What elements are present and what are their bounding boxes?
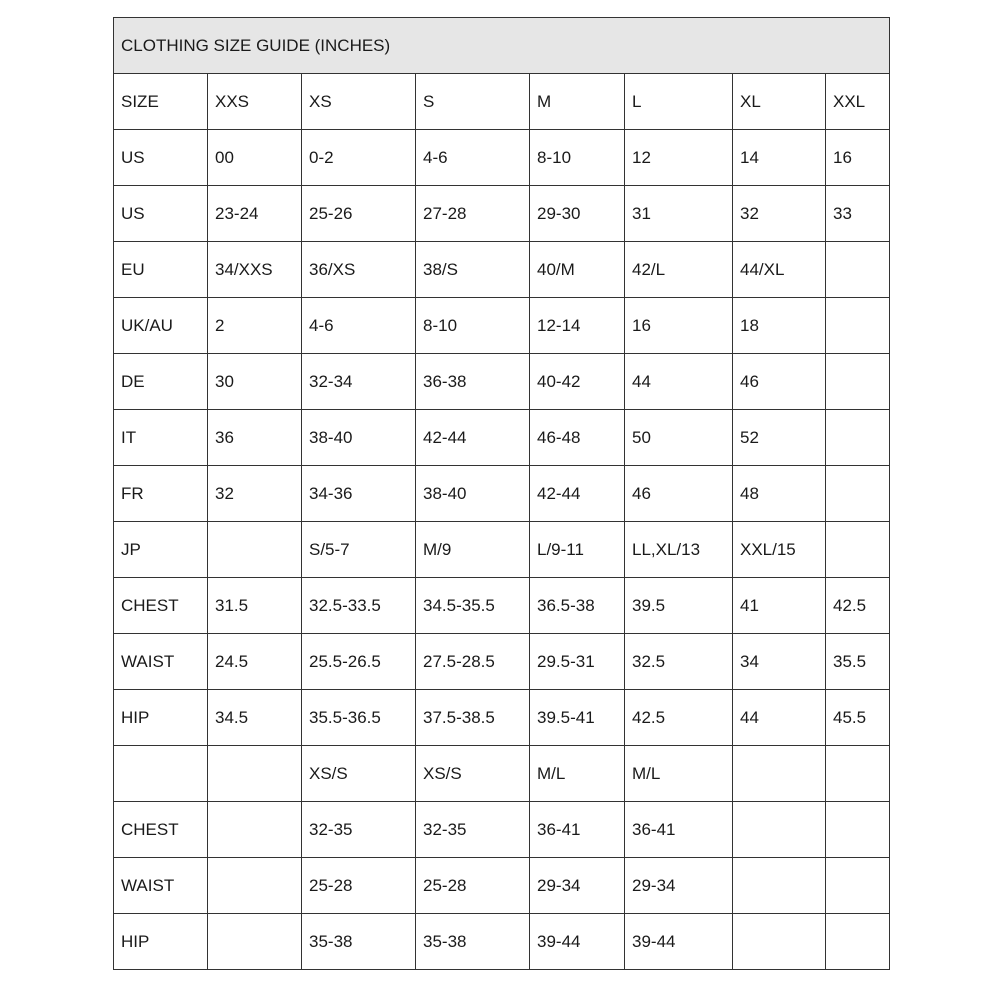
table-cell: 25-28 (302, 858, 416, 914)
table-cell: 25-26 (302, 186, 416, 242)
table-cell (826, 746, 890, 802)
table-cell: 25.5-26.5 (302, 634, 416, 690)
table-cell (208, 522, 302, 578)
table-cell: 32 (733, 186, 826, 242)
table-cell: 12-14 (530, 298, 625, 354)
row-label-cell: CHEST (114, 578, 208, 634)
table-cell: XS (302, 74, 416, 130)
table-cell (826, 466, 890, 522)
table-cell: 31 (625, 186, 733, 242)
table-cell: LL,XL/13 (625, 522, 733, 578)
table-cell: 00 (208, 130, 302, 186)
table-row (114, 690, 890, 746)
table-cell: 16 (826, 130, 890, 186)
row-label-cell: JP (114, 522, 208, 578)
table-cell (826, 298, 890, 354)
table-cell: 44/XL (733, 242, 826, 298)
table-cell: 29-34 (530, 858, 625, 914)
table-cell: 29-30 (530, 186, 625, 242)
table-row (114, 410, 890, 466)
table-row (114, 522, 890, 578)
row-label-cell (114, 746, 208, 802)
table-cell: 46-48 (530, 410, 625, 466)
table-cell (826, 242, 890, 298)
table-cell: 35-38 (416, 914, 530, 970)
row-label-cell: EU (114, 242, 208, 298)
table-cell: 45.5 (826, 690, 890, 746)
table-cell: 35.5 (826, 634, 890, 690)
row-label-cell: HIP (114, 690, 208, 746)
table-cell: M/L (625, 746, 733, 802)
table-cell: 32.5-33.5 (302, 578, 416, 634)
table-row (114, 242, 890, 298)
table-cell: 37.5-38.5 (416, 690, 530, 746)
table-cell: 12 (625, 130, 733, 186)
table-cell (208, 858, 302, 914)
table-cell: 34.5 (208, 690, 302, 746)
table-cell: 34.5-35.5 (416, 578, 530, 634)
table-cell: 44 (625, 354, 733, 410)
table-cell: 36-41 (625, 802, 733, 858)
table-cell (733, 802, 826, 858)
row-label-cell: CHEST (114, 802, 208, 858)
table-cell: 39.5 (625, 578, 733, 634)
table-cell: 8-10 (530, 130, 625, 186)
table-cell: 44 (733, 690, 826, 746)
table-cell (826, 802, 890, 858)
table-cell: 35.5-36.5 (302, 690, 416, 746)
table-row (114, 858, 890, 914)
table-cell: 36/XS (302, 242, 416, 298)
table-cell: 33 (826, 186, 890, 242)
row-label-cell: DE (114, 354, 208, 410)
table-cell: 18 (733, 298, 826, 354)
table-cell: 40-42 (530, 354, 625, 410)
table-cell: 30 (208, 354, 302, 410)
table-cell (208, 746, 302, 802)
table-row (114, 74, 890, 130)
table-cell: 48 (733, 466, 826, 522)
table-cell: 23-24 (208, 186, 302, 242)
table-cell: 27-28 (416, 186, 530, 242)
table-cell: S (416, 74, 530, 130)
table-cell: 25-28 (416, 858, 530, 914)
row-label-cell: FR (114, 466, 208, 522)
table-cell: 50 (625, 410, 733, 466)
table-cell: 41 (733, 578, 826, 634)
table-cell (733, 914, 826, 970)
table-cell (826, 410, 890, 466)
table-row (114, 354, 890, 410)
table-cell: 52 (733, 410, 826, 466)
table-cell: 38-40 (416, 466, 530, 522)
table-cell (208, 802, 302, 858)
table-row (114, 634, 890, 690)
table-cell: 36 (208, 410, 302, 466)
table-cell: 31.5 (208, 578, 302, 634)
table-cell: 46 (625, 466, 733, 522)
table-cell: 42.5 (826, 578, 890, 634)
table-cell: 27.5-28.5 (416, 634, 530, 690)
table-cell: XXL/15 (733, 522, 826, 578)
row-label-cell: UK/AU (114, 298, 208, 354)
table-cell: XXL (826, 74, 890, 130)
table-cell (208, 914, 302, 970)
table-cell: 32 (208, 466, 302, 522)
row-label-cell: HIP (114, 914, 208, 970)
table-cell (826, 858, 890, 914)
table-cell: 39-44 (530, 914, 625, 970)
table-cell: 42.5 (625, 690, 733, 746)
table-row (114, 802, 890, 858)
table-cell: XXS (208, 74, 302, 130)
table-cell: M/L (530, 746, 625, 802)
size-guide-table (113, 17, 890, 970)
table-cell: S/5-7 (302, 522, 416, 578)
table-cell: 35-38 (302, 914, 416, 970)
table-row (114, 298, 890, 354)
row-label-cell: WAIST (114, 858, 208, 914)
table-cell: 0-2 (302, 130, 416, 186)
table-cell: 29-34 (625, 858, 733, 914)
table-cell: 42-44 (530, 466, 625, 522)
table-body (114, 74, 890, 970)
table-cell: 2 (208, 298, 302, 354)
table-cell: 32.5 (625, 634, 733, 690)
table-cell: 32-34 (302, 354, 416, 410)
table-cell: 36-38 (416, 354, 530, 410)
table-cell: 34 (733, 634, 826, 690)
table-cell: 8-10 (416, 298, 530, 354)
title-row (114, 18, 890, 74)
table-cell: 36-41 (530, 802, 625, 858)
table-cell: L (625, 74, 733, 130)
table-cell: XL (733, 74, 826, 130)
row-label-cell: US (114, 130, 208, 186)
table-cell: 32-35 (416, 802, 530, 858)
table-cell: 14 (733, 130, 826, 186)
table-cell (826, 522, 890, 578)
table-cell: 42-44 (416, 410, 530, 466)
table-title: CLOTHING SIZE GUIDE (INCHES) (114, 18, 890, 74)
table-cell: 38-40 (302, 410, 416, 466)
table-cell: M (530, 74, 625, 130)
table-cell: 4-6 (416, 130, 530, 186)
table-cell: 16 (625, 298, 733, 354)
table-cell: 36.5-38 (530, 578, 625, 634)
table-cell: 46 (733, 354, 826, 410)
table-cell (826, 914, 890, 970)
table-cell: L/9-11 (530, 522, 625, 578)
table-cell: 34/XXS (208, 242, 302, 298)
table-cell: 39.5-41 (530, 690, 625, 746)
table-row (114, 914, 890, 970)
table-row (114, 466, 890, 522)
table-cell: 34-36 (302, 466, 416, 522)
table-cell: 39-44 (625, 914, 733, 970)
row-label-cell: IT (114, 410, 208, 466)
row-label-cell: WAIST (114, 634, 208, 690)
row-label-cell: SIZE (114, 74, 208, 130)
table-cell (733, 858, 826, 914)
table-cell: 38/S (416, 242, 530, 298)
table-cell: 29.5-31 (530, 634, 625, 690)
table-row (114, 186, 890, 242)
table-cell: 40/M (530, 242, 625, 298)
table-row (114, 130, 890, 186)
table-cell (826, 354, 890, 410)
table-row (114, 746, 890, 802)
table-cell: 42/L (625, 242, 733, 298)
table-cell: XS/S (416, 746, 530, 802)
row-label-cell: US (114, 186, 208, 242)
table-cell: M/9 (416, 522, 530, 578)
table-cell: 4-6 (302, 298, 416, 354)
table-cell: 32-35 (302, 802, 416, 858)
table-cell (733, 746, 826, 802)
table-cell: 24.5 (208, 634, 302, 690)
table-row (114, 578, 890, 634)
table-cell: XS/S (302, 746, 416, 802)
